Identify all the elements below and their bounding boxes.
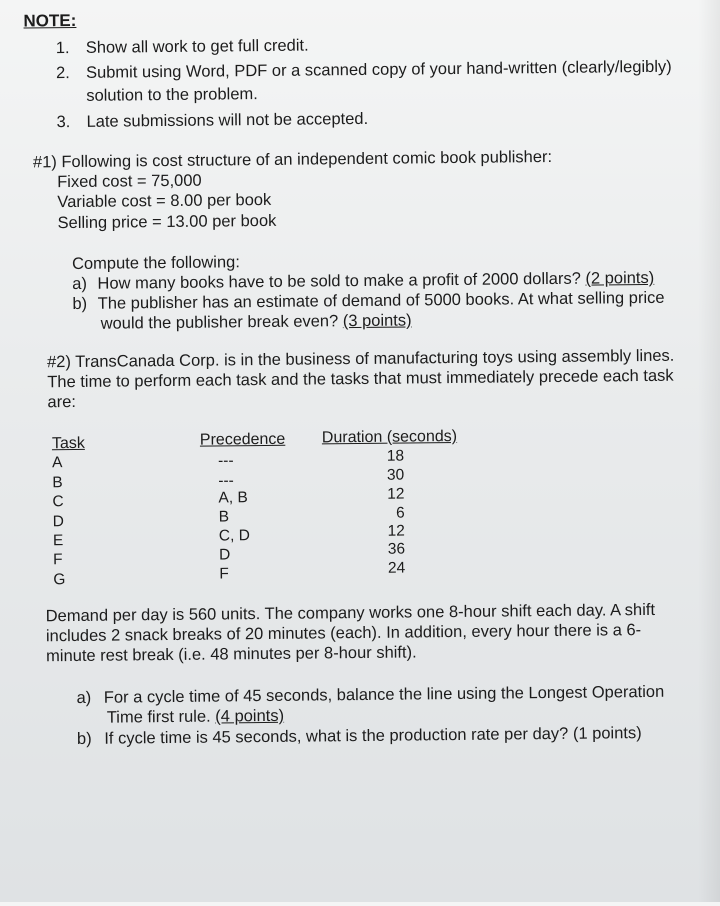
- q2-demand-line-1: Demand per day is 560 units. The company works one 8-hour shift each day. A shift: [45, 600, 656, 626]
- precedence-cell: D: [218, 546, 231, 564]
- duration-cell: 12: [387, 522, 405, 540]
- task-cell: B: [52, 474, 63, 492]
- q2-part-b: [77, 724, 642, 749]
- precedence-cell: C, D: [218, 527, 250, 545]
- q1-compute-heading: Compute the following:: [71, 253, 240, 274]
- q1-selling-price: Selling price = 13.00 per book: [57, 211, 277, 233]
- duration-cell: 30: [386, 466, 405, 484]
- part-text: would the publisher break even?: [100, 312, 343, 333]
- part-label: b): [72, 294, 88, 314]
- q1-variable-cost: Variable cost = 8.00 per book: [57, 190, 272, 212]
- note-item-number: 1.: [55, 39, 70, 58]
- precedence-cell: ---: [218, 452, 234, 470]
- page-shadow: [698, 0, 720, 902]
- precedence-cell: A, B: [218, 489, 248, 507]
- part-text: For a cycle time of 45 seconds, balance the line using the Longest Operation: [103, 682, 665, 707]
- note-item-number: 3.: [56, 113, 71, 132]
- note-item-1: [56, 37, 309, 59]
- task-cell: D: [52, 513, 65, 531]
- q2-part-a-continued: [107, 707, 284, 728]
- points-label: (4 points): [215, 706, 285, 726]
- q2-intro-line-3: are:: [47, 392, 77, 412]
- duration-cell: 6: [395, 504, 405, 522]
- part-label: a): [72, 274, 88, 294]
- part-text: Time first rule.: [106, 707, 216, 727]
- part-text: How many books have to be sold to make a profit of 2000 dollars?: [97, 269, 586, 293]
- q1-fixed-cost: Fixed cost = 75,000: [57, 171, 202, 192]
- note-item-text: Submit using Word, PDF or a scanned copy of your hand-written (clearly/legibly): [85, 57, 672, 82]
- task-cell: E: [52, 532, 64, 550]
- note-title: NOTE:: [23, 10, 77, 31]
- part-text: The publisher has an estimate of demand of 5000 books. At what selling price: [97, 288, 665, 313]
- note-item-text: Late submissions will not be accepted.: [86, 109, 369, 131]
- precedence-cell: ---: [218, 472, 234, 490]
- table-header-duration: Duration (seconds): [321, 427, 458, 447]
- note-item-number: 2.: [55, 64, 70, 83]
- q1-intro: #1) Following is cost structure of an independent comic book publisher:: [32, 147, 553, 172]
- table-header-task: Task: [51, 434, 85, 453]
- part-label: a): [76, 688, 92, 707]
- q2-demand-line-3: minute rest break (i.e. 48 minutes per 8-hour shift).: [46, 643, 417, 666]
- q2-intro-line-2: The time to perform each task and the tasks that must immediately precede each task: [47, 366, 674, 392]
- table-header-precedence: Precedence: [199, 430, 286, 449]
- note-item-2: [56, 58, 672, 83]
- duration-cell: 36: [387, 540, 406, 558]
- duration-cell: 18: [386, 447, 405, 465]
- note-item-3: [56, 110, 368, 132]
- q2-intro-line-1: #2) TransCanada Corp. is in the business of manufacturing toys using assembly lines.: [46, 346, 675, 372]
- task-cell: C: [52, 493, 64, 511]
- task-cell: G: [53, 571, 66, 589]
- q2-demand-line-2: includes 2 snack breaks of 20 minutes (each). In addition, every hour there is a 6-: [45, 621, 642, 646]
- part-text: If cycle time is 45 seconds, what is the production rate per day? (1 points): [104, 724, 642, 748]
- precedence-cell: B: [218, 508, 230, 526]
- duration-cell: 24: [387, 559, 406, 577]
- note-item-text: Show all work to get full credit.: [85, 36, 309, 57]
- task-cell: F: [53, 551, 63, 569]
- part-label: b): [76, 729, 92, 748]
- task-cell: A: [52, 454, 63, 472]
- q1-part-b-continued: [101, 311, 412, 333]
- points-label: (3 points): [342, 311, 412, 331]
- precedence-cell: F: [219, 565, 229, 583]
- duration-cell: 12: [387, 485, 405, 503]
- q2-part-a: [76, 683, 664, 708]
- points-label: (2 points): [585, 268, 655, 288]
- note-item-2-continued: solution to the problem.: [86, 85, 258, 105]
